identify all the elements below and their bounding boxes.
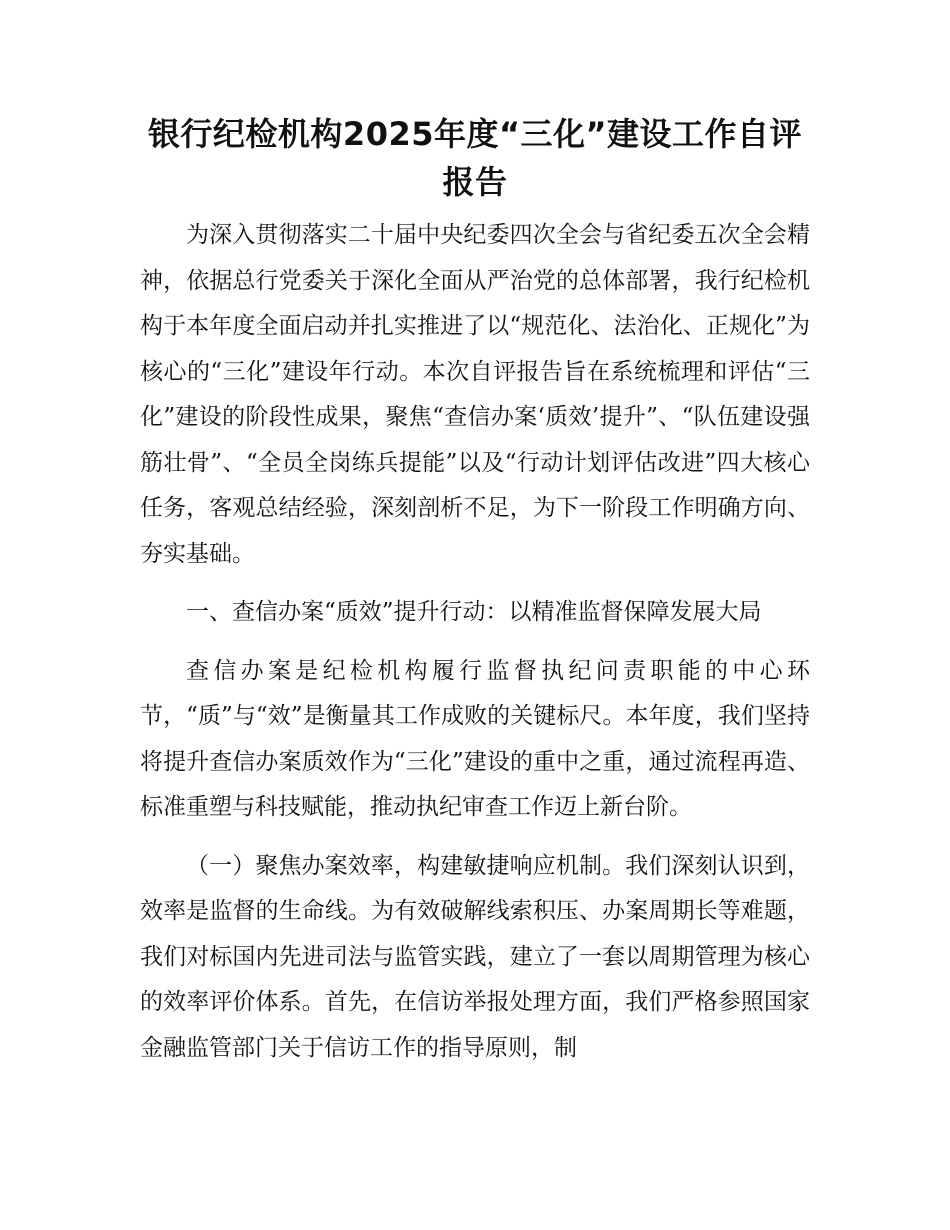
section-heading: 一、查信办案“质效”提升行动：以精准监督保障发展大局 <box>186 599 762 625</box>
subsection-paragraph: （一）聚焦办案效率，构建敏捷响应机制。我们深刻认识到，效率是监督的生命线。为有效破解线索积压、办案周期长等难题，我们对标国内先进司法与监管实践，建立了一套以周期管理为核心的效率评价体系。首先，在信访举报处理方面，我们严格参照国家金融监管部门关于信访工作的指导原则，制 <box>140 852 810 1061</box>
intro-paragraph: 为深入贯彻落实二十届中央纪委四次全会与省纪委五次全会精神，依据总行党委关于深化全面从严治党的总体部署，我行纪检机构于本年度全面启动并扎实推进了以“规范化、法治化、正规化”为核心的“三化”建设年行动。本次自评报告旨在系统梳理和评估“三化”建设的阶段性成果，聚焦“查信办案‘质效’提升”、“队伍建设强筋壮骨”、“全员全岗练兵提能”以及“行动计划评估改进”四大核心任务，客观总结经验，深刻剖析不足，为下一阶段工作明确方向、夯实基础。 <box>140 222 810 567</box>
section-paragraph: 查信办案是纪检机构履行监督执纪问责职能的中心环节，“质”与“效”是衡量其工作成败的关键标尺。本年度，我们坚持将提升查信办案质效作为“三化”建设的重中之重，通过流程再造、标准重塑与科技赋能，推动执纪审查工作迈上新台阶。 <box>140 657 810 820</box>
document-title: 银行纪检机构2025年度“三化”建设工作自评报告 <box>147 115 803 201</box>
document-body <box>140 213 810 1084</box>
